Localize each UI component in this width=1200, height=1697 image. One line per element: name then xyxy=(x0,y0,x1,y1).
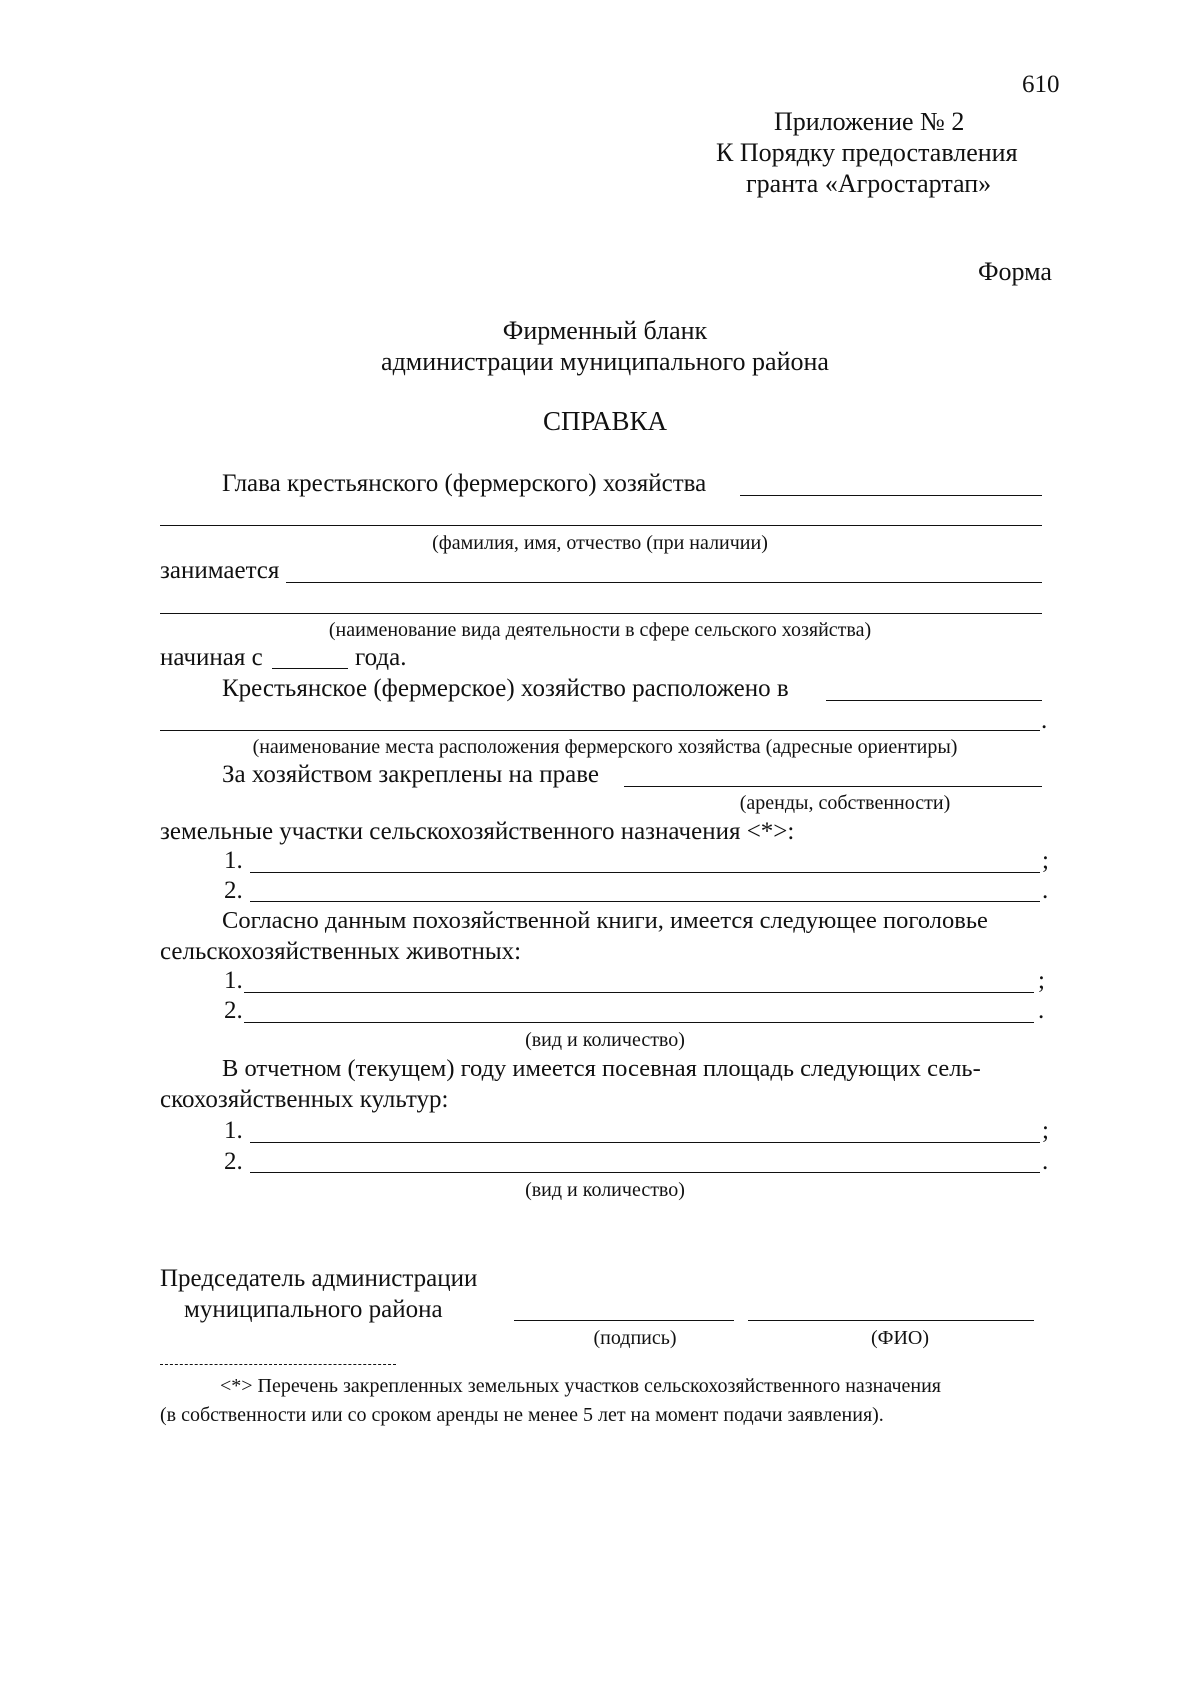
since-year-field[interactable] xyxy=(272,668,348,669)
crops-item1-semicolon: ; xyxy=(1042,1117,1049,1144)
signature-field[interactable] xyxy=(514,1320,734,1321)
land-item2-field[interactable] xyxy=(250,901,1040,902)
signatory-name-field[interactable] xyxy=(748,1320,1034,1321)
since-suffix: года. xyxy=(355,644,407,671)
crops-item1-num: 1. xyxy=(224,1117,243,1144)
livestock-item1-field[interactable] xyxy=(244,992,1034,993)
head-name-field[interactable] xyxy=(740,495,1042,496)
livestock-line2: сельскохозяйственных животных: xyxy=(160,938,522,965)
land-item1-semicolon: ; xyxy=(1042,847,1049,874)
crops-item2-period: . xyxy=(1042,1148,1049,1175)
letterhead-line2: администрации муниципального района xyxy=(381,347,829,376)
land-item1-field[interactable] xyxy=(250,872,1040,873)
head-name-field-2[interactable] xyxy=(160,525,1042,526)
livestock-item1-num: 1. xyxy=(224,967,243,994)
rights-label: За хозяйством закреплены на праве xyxy=(222,761,599,788)
crops-item2-num: 2. xyxy=(224,1148,243,1175)
livestock-item2-num: 2. xyxy=(224,997,243,1024)
livestock-item2-field[interactable] xyxy=(244,1022,1034,1023)
land-item2-period: . xyxy=(1042,877,1049,904)
activity-field-2[interactable] xyxy=(160,613,1042,614)
appendix-grant: гранта «Агростартап» xyxy=(746,169,992,198)
location-field[interactable] xyxy=(826,700,1042,701)
crops-item2-field[interactable] xyxy=(250,1172,1040,1173)
location-hint: (наименование места расположения фермерского хозяйства (адресные ориентиры) xyxy=(252,736,958,758)
engaged-label: занимается xyxy=(160,557,280,584)
activity-hint: (наименование вида деятельности в сфере сельского хозяйства) xyxy=(328,619,872,641)
land-label: земельные участки сельскохозяйственного назначения <*>: xyxy=(160,818,795,845)
location-period: . xyxy=(1041,707,1048,734)
crops-line2: скохозяйственных культур: xyxy=(160,1086,449,1113)
footnote-separator xyxy=(160,1364,396,1365)
footnote-line2: (в собственности или со сроком аренды не менее 5 лет на момент подачи заявления). xyxy=(160,1404,884,1426)
rights-field[interactable] xyxy=(624,786,1042,787)
location-label: Крестьянское (фермерское) хозяйство расположено в xyxy=(222,675,789,702)
livestock-item2-period: . xyxy=(1038,997,1045,1024)
location-field-2[interactable] xyxy=(160,730,1040,731)
letterhead-line1: Фирменный бланк xyxy=(502,316,708,345)
fio-hint: (фамилия, имя, отчество (при наличии) xyxy=(432,532,768,554)
crops-item1-field[interactable] xyxy=(250,1142,1040,1143)
signatory-title-line2: муниципального района xyxy=(184,1296,443,1323)
livestock-item1-semicolon: ; xyxy=(1038,967,1045,994)
livestock-hint: (вид и количество) xyxy=(525,1029,685,1051)
head-label: Глава крестьянского (фермерского) хозяйства xyxy=(222,470,707,497)
signature-hint: (подпись) xyxy=(593,1327,677,1349)
footnote-line1: <*> Перечень закрепленных земельных участков сельскохозяйственного назначения xyxy=(220,1375,941,1397)
form-label: Форма xyxy=(978,257,1052,286)
page-number: 610 xyxy=(1022,71,1060,98)
name-hint: (ФИО) xyxy=(870,1327,929,1349)
page-title: СПРАВКА xyxy=(542,406,668,436)
crops-hint: (вид и количество) xyxy=(525,1179,685,1201)
land-item2-num: 2. xyxy=(224,877,243,904)
signatory-title-line1: Председатель администрации xyxy=(160,1265,478,1292)
livestock-line1: Согласно данным похозяйственной книги, имеется следующее поголовье xyxy=(222,907,988,934)
crops-line1: В отчетном (текущем) году имеется посевная площадь следующих сель- xyxy=(222,1055,981,1082)
land-item1-num: 1. xyxy=(224,847,243,874)
activity-field[interactable] xyxy=(286,582,1042,583)
since-prefix: начиная с xyxy=(160,644,263,671)
appendix-order: К Порядку предоставления xyxy=(716,138,1018,167)
rights-hint: (аренды, собственности) xyxy=(739,792,951,814)
appendix-number: Приложение № 2 xyxy=(774,107,965,136)
